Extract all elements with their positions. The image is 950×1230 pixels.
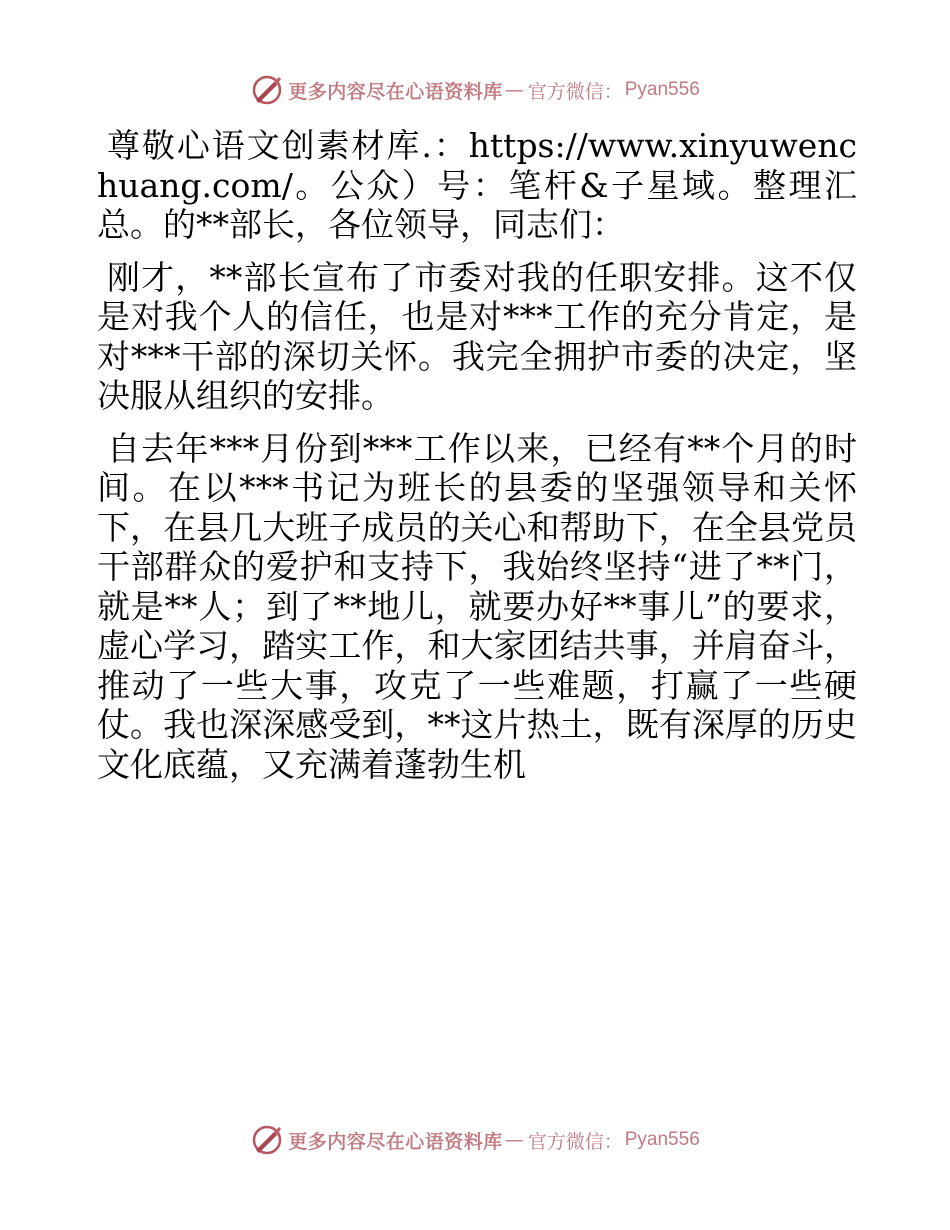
header-wechat-label: 官方微信： — [527, 80, 623, 103]
header-watermark — [0, 70, 950, 110]
footer-watermark — [0, 1120, 950, 1160]
paragraph-appointment: 刚才，**部长宣布了市委对我的任职安排。这不仅是对我个人的信任，也是对***工作的充分肯定，是对***干部的深切关怀。我完全拥护市委的决定，坚决服从组织的安排。 — [97, 257, 857, 415]
footer-wechat-id: Pyan556 — [624, 1129, 700, 1150]
footer-dash: — — [504, 1129, 524, 1151]
header-dash: — — [504, 79, 524, 101]
document-body — [97, 126, 857, 784]
pen-logo-icon — [250, 1123, 284, 1157]
footer-wechat-label: 官方微信： — [527, 1130, 623, 1153]
footer-slogan: 更多内容尽在心语资料库 — [288, 1130, 503, 1153]
paragraph-salutation: 尊敬心语文创素材库.：https://www.xinyuwenchuang.com/。公众）号：笔杆&子星域。整理汇总。的**部长，各位领导，同志们： — [97, 126, 857, 244]
paragraph-work-review: 自去年***月份到***工作以来，已经有**个月的时间。在以***书记为班长的县委的坚强领导和关怀下，在县几大班子成员的关心和帮助下，在全县党员干部群众的爱护和支持下，我始终坚持“进了**门，就是**人；到了**地儿，就要办好**事儿”的要求，虚心学习，踏实工作，和大家团结共事，并肩奋斗，推动了一些大事，攻克了一些难题，打赢了一些硬仗。我也深深感受到，**这片热土，既有深厚的历史文化底蕴，又充满着蓬勃生机 — [97, 428, 857, 784]
header-wechat-id: Pyan556 — [624, 79, 700, 100]
header-slogan: 更多内容尽在心语资料库 — [288, 80, 503, 103]
pen-logo-icon — [250, 73, 284, 107]
